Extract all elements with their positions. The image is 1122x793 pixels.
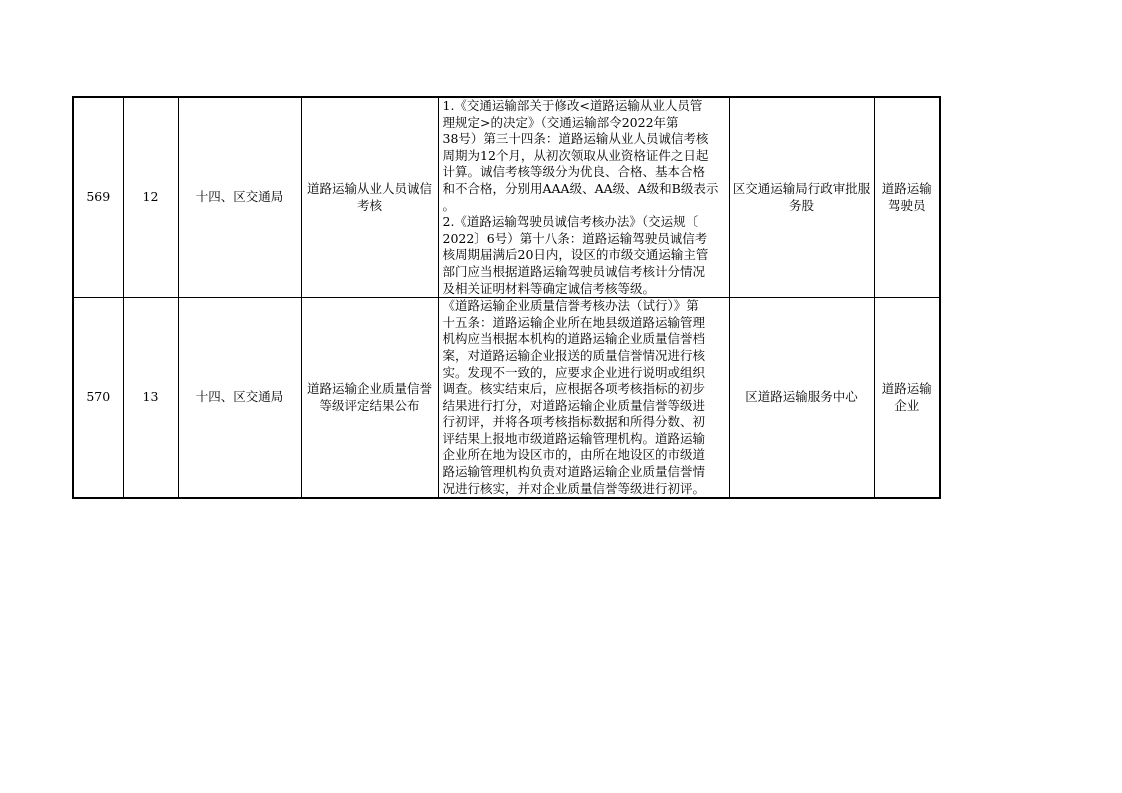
item-cell: 道路运输从业人员诚信考核 [301, 97, 438, 298]
seq-cell: 570 [73, 298, 123, 499]
basis-line: 行初评，并将各项考核指标数据和所得分数、初 [442, 414, 706, 430]
basis-line: 38号）第三十四条：道路运输从业人员诚信考核 [442, 131, 709, 147]
responsible-unit-cell: 区道路运输服务中心 [729, 298, 874, 499]
basis-line: 2.《道路运输驾驶员诚信考核办法》（交运规〔 [442, 214, 699, 230]
basis-line: 1.《交通运输部关于修改<道路运输从业人员管 [442, 98, 703, 113]
basis-line: 况进行核实，并对企业质量信誉等级进行初评。 [442, 480, 706, 496]
basis-line: 案，对道路运输企业报送的质量信誉情况进行核 [442, 347, 706, 363]
sub-seq-cell: 13 [123, 298, 178, 499]
basis-line: 调查。核实结束后，应根据各项考核指标的初步 [442, 381, 706, 397]
basis-line: 结果进行打分，对道路运输企业质量信誉等级进 [442, 397, 706, 413]
basis-line: 企业所在地为设区市的，由所在地设区的市级道 [442, 447, 706, 463]
basis-line: 理规定>的决定》（交通运输部令2022年第 [442, 114, 679, 130]
department-cell: 十四、区交通局 [178, 97, 301, 298]
basis-line: 和不合格，分别用AAA级、AA级、A级和B级表示 [442, 180, 719, 196]
basis-line: 十五条：道路运输企业所在地县级道路运输管理 [442, 314, 706, 330]
basis-line: 周期为12个月，从初次领取从业资格证件之日起 [442, 147, 709, 163]
basis-line: 2022〕6号）第十八条：道路运输驾驶员诚信考 [442, 230, 708, 246]
basis-line: 路运输管理机构负责对道路运输企业质量信誉情 [442, 464, 706, 480]
target-cell: 道路运输驾驶员 [874, 97, 940, 298]
basis-line: 评结果上报地市级道路运输管理机构。道路运输 [442, 430, 706, 446]
basis-line: 《道路运输企业质量信誉考核办法（试行）》第 [442, 298, 699, 314]
basis-cell [438, 298, 729, 499]
basis-line: 部门应当根据道路运输驾驶员诚信考核计分情况 [442, 263, 706, 279]
table-row [73, 298, 940, 499]
seq-cell: 569 [73, 97, 123, 298]
basis-line: 计算。诚信考核等级分为优良、合格、基本合格 [442, 164, 706, 180]
basis-line: 核周期届满后20日内，设区的市级交通运输主管 [442, 247, 709, 263]
basis-line: 及相关证明材料等确定诚信考核等级。 [442, 280, 656, 296]
item-cell: 道路运输企业质量信誉等级评定结果公布 [301, 298, 438, 499]
basis-line: 实。发现不一致的，应要求企业进行说明或组织 [442, 364, 706, 380]
regulation-table [72, 96, 941, 499]
responsible-unit-cell: 区交通运输局行政审批服务股 [729, 97, 874, 298]
basis-line: 。 [442, 197, 456, 213]
sub-seq-cell: 12 [123, 97, 178, 298]
department-cell: 十四、区交通局 [178, 298, 301, 499]
basis-line: 机构应当根据本机构的道路运输企业质量信誉档 [442, 331, 706, 347]
basis-cell [438, 97, 729, 298]
target-cell: 道路运输企业 [874, 298, 940, 499]
table-row [73, 97, 940, 298]
